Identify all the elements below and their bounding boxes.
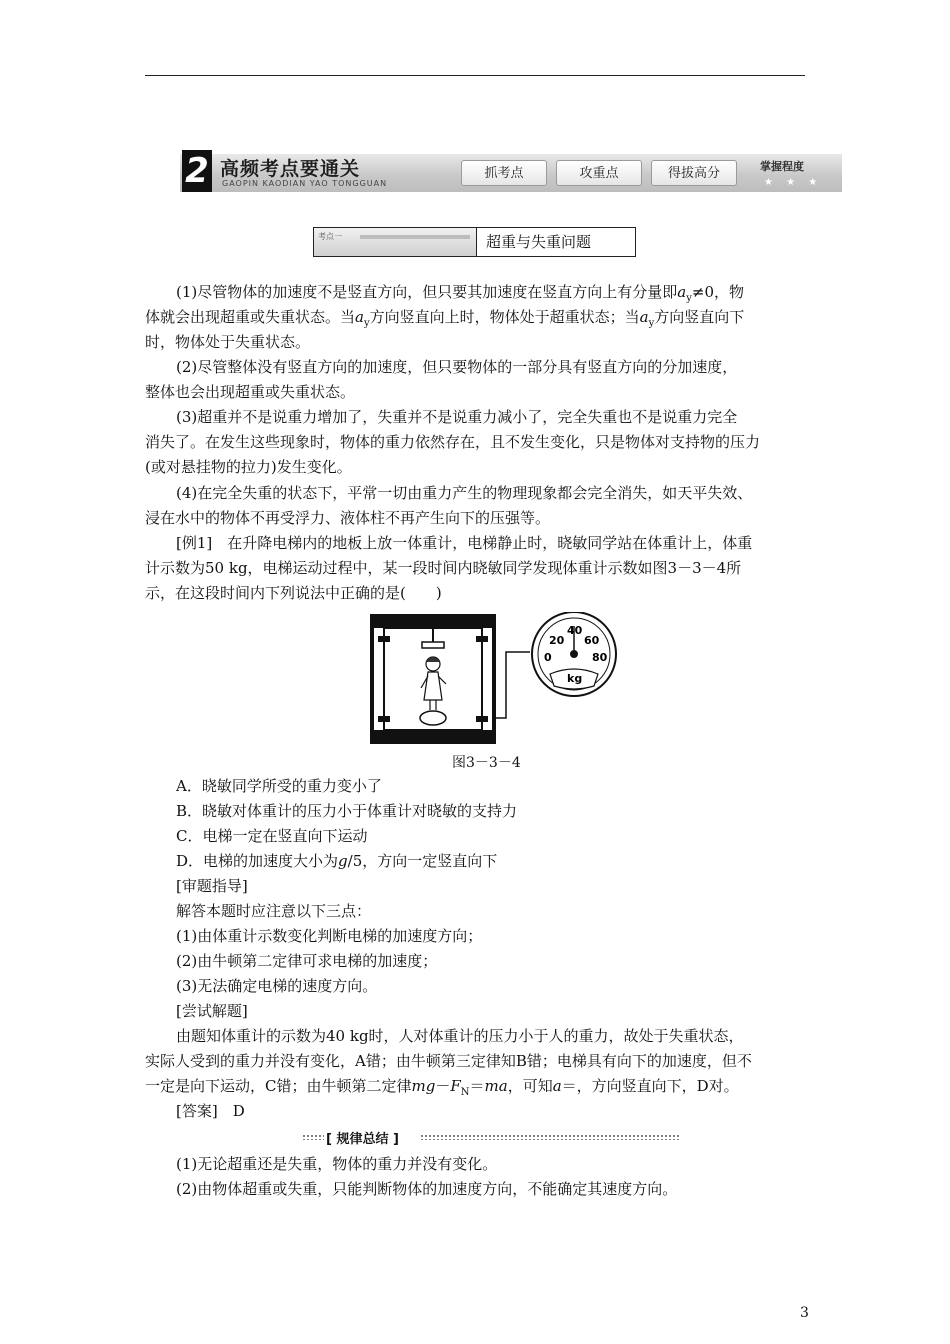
point-3-line-2: 消失了。在发生这些现象时，物体的重力依然存在，且不发生变化，只是物体对支持物的压力 [145,433,761,451]
topic-title: 超重与失重问题 [486,233,592,251]
guide-item-3: (3)无法确定电梯的速度方向。 [176,977,378,995]
section-title: 高频考点要通关 [220,158,361,180]
tick-label-0: 0 [544,651,552,664]
attack-key-button[interactable]: 攻重点 [556,160,642,186]
tick-label-40: 40 [567,624,583,637]
summary-bar [302,1130,680,1147]
option-c: C．电梯一定在竖直向下运动 [176,827,368,845]
top-rule [145,75,805,76]
figure-caption: 图3－3－4 [452,755,521,771]
point-2-line-2: 整体也会出现超重或失重状态。 [145,383,356,401]
point-4-line-2: 浸在水中的物体不再受浮力、液体柱不再产生向下的压强等。 [145,509,551,527]
guide-item-2: (2)由牛顿第二定律可求电梯的加速度； [176,952,438,970]
point-1-line-2: 体就会出现超重或失重状态。当$a_y$方向竖直向上时，物体处于超重状态；当$a_y$方向竖直向下 [145,308,745,329]
guide-intro: 解答本题时应注意以下三点： [176,902,372,920]
summary-dots-right [420,1134,680,1140]
solution-line-2: 实际人受到的重力并没有变化，A错；由牛顿第三定律知B错；电梯具有向下的加速度，但不 [145,1052,752,1070]
mastery-label: 掌握程度 [760,160,804,173]
solution-line-1: 由题知体重计的示数为40 kg时，人对体重计的压力小于人的重力，故处于失重状态， [176,1027,744,1045]
solution-line-3: 一定是向下运动，C错；由牛顿第二定律$mg-F_N=ma$，可知a＝，方向竖直向下，D对。 [145,1077,739,1098]
unit-label: kg [567,672,583,685]
guide-top-right [476,636,488,642]
guide-top-left [378,636,390,642]
example-line-1: [例1] 在升降电梯内的地板上放一体重计，电梯静止时，晓敏同学站在体重计上，体重 [176,534,753,552]
section-subtitle: GAOPIN KAODIAN YAO TONGGUAN [222,179,388,188]
point-1-line-1: (1)尽管物体的加速度不是竖直方向，但只要其加速度在竖直方向上有分量即$a_y\ne 0$，物 [176,283,744,304]
summary-dots-left [302,1134,324,1140]
topic-tag: 考点一 [318,232,342,241]
mastery-stars: ★ ★ ★ [764,177,823,188]
point-3-line-1: (3)超重并不是说重力增加了，失重并不是说重力减小了，完全失重也不是说重力完全 [176,408,738,426]
shaft-bottom-beam [372,730,494,742]
elevator-figure [370,612,620,746]
summary-title: [ 规律总结 ] [324,1128,401,1147]
tick-label-60: 60 [584,634,600,647]
point-3-line-3: (或对悬挂物的拉力)发生变化。 [145,458,352,476]
option-d: D．电梯的加速度大小为g/5，方向一定竖直向下 [176,852,498,870]
section-number: 2 [182,150,212,192]
guide-bottom-left [378,716,390,722]
tick-label-80: 80 [592,651,608,664]
grasp-points-button[interactable]: 抓考点 [461,160,547,186]
guide-heading: [审题指导] [176,877,248,895]
topic-tag-bar [360,235,470,239]
guide-item-1: (1)由体重计示数变化判断电梯的加速度方向； [176,927,483,945]
guide-bottom-right [476,716,488,722]
shaft-top-beam [372,616,494,628]
answer: [答案] D [176,1102,245,1120]
option-b: B．晓敏对体重计的压力小于体重计对晓敏的支持力 [176,802,518,820]
scale-platform [420,711,446,725]
example-line-2: 计示数为50 kg，电梯运动过程中，某一段时间内晓敏同学发现体重计示数如图3－3－4所 [145,559,742,577]
high-score-button[interactable]: 得拔高分 [651,160,737,186]
point-2-line-1: (2)尽管整体没有竖直方向的加速度，但只要物体的一部分具有竖直方向的分加速度， [176,358,738,376]
tick-label-20: 20 [549,634,565,647]
point-1-line-3: 时，物体处于失重状态。 [145,333,311,351]
example-line-3: 示，在这段时间内下列说法中正确的是( ) [145,584,442,602]
summary-item-2: (2)由物体超重或失重，只能判断物体的加速度方向，不能确定其速度方向。 [176,1180,678,1198]
page-number: 3 [800,1305,809,1321]
summary-item-1: (1)无论超重还是失重，物体的重力并没有变化。 [176,1155,498,1173]
solution-heading: [尝试解题] [176,1002,248,1020]
point-4-line-1: (4)在完全失重的状态下，平常一切由重力产生的物理现象都会完全消失，如天平失效、 [176,484,753,502]
option-a: A．晓敏同学所受的重力变小了 [176,777,382,795]
connector-line [494,652,530,718]
